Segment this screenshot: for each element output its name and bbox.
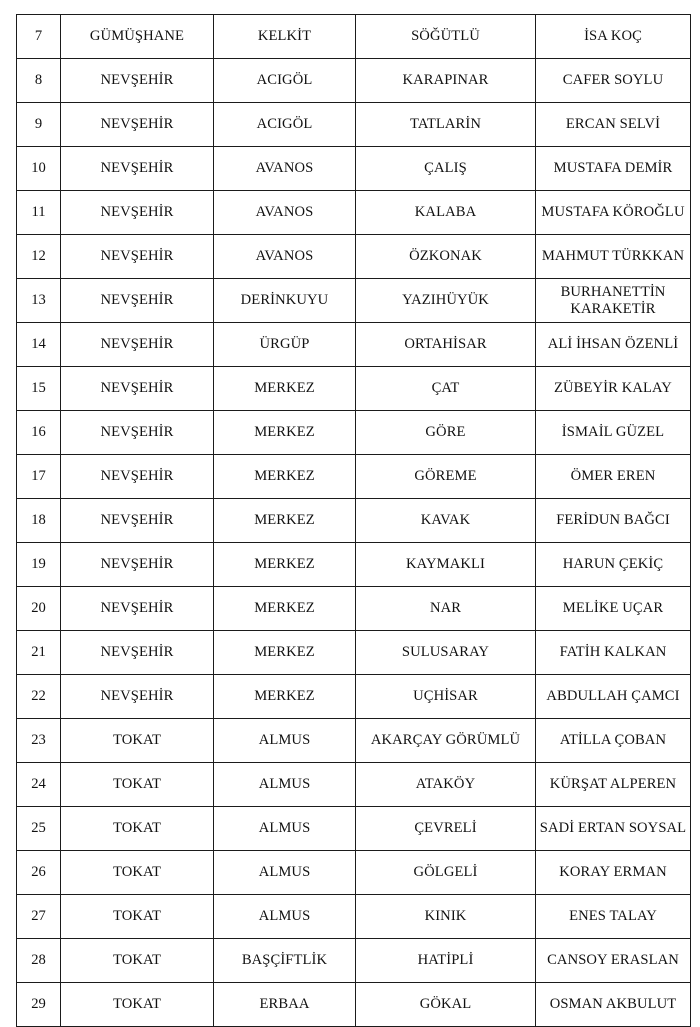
candidate-cell [536, 851, 691, 895]
row-number [17, 631, 61, 675]
table-row [17, 807, 691, 851]
district-cell [214, 939, 356, 983]
row-number-text: 27 [31, 907, 46, 924]
row-number-text: 8 [34, 71, 43, 88]
table-row [17, 851, 691, 895]
province-cell-text: NEVŞEHİR [100, 247, 174, 264]
district-cell-text: AVANOS [255, 159, 314, 176]
town-cell-text: GÖKAL [419, 995, 472, 1012]
row-number-text: 18 [31, 511, 46, 528]
candidate-cell [536, 895, 691, 939]
district-cell [214, 147, 356, 191]
table-row [17, 191, 691, 235]
province-cell-text: NEVŞEHİR [100, 423, 174, 440]
district-cell [214, 367, 356, 411]
province-cell [61, 983, 214, 1027]
province-cell-text: NEVŞEHİR [100, 555, 174, 572]
row-number [17, 763, 61, 807]
row-number [17, 455, 61, 499]
district-cell [214, 15, 356, 59]
district-cell-text: MERKEZ [254, 599, 315, 616]
district-cell-text: ALMUS [258, 775, 311, 792]
district-cell [214, 191, 356, 235]
province-cell-text: GÜMÜŞHANE [89, 27, 185, 44]
province-cell [61, 543, 214, 587]
row-number-text: 22 [31, 687, 46, 704]
table-row [17, 59, 691, 103]
district-cell-text: MERKEZ [254, 379, 315, 396]
row-number-text: 29 [31, 995, 46, 1012]
row-number-text: 23 [31, 731, 46, 748]
district-cell [214, 455, 356, 499]
province-cell [61, 103, 214, 147]
row-number-text: 11 [31, 203, 46, 220]
town-cell [356, 939, 536, 983]
town-cell [356, 895, 536, 939]
candidate-cell [536, 367, 691, 411]
row-number-text: 21 [31, 643, 46, 660]
table-row [17, 15, 691, 59]
table-row [17, 367, 691, 411]
table-row [17, 895, 691, 939]
row-number-text: 14 [31, 335, 46, 352]
district-cell-text: ACIGÖL [256, 115, 313, 132]
row-number [17, 411, 61, 455]
town-cell [356, 147, 536, 191]
district-cell-text: ERBAA [259, 995, 310, 1012]
table-row [17, 763, 691, 807]
row-number-text: 24 [31, 775, 46, 792]
town-cell-text: ÇAT [431, 379, 460, 396]
row-number-text: 17 [31, 467, 46, 484]
candidate-cell-text: ABDULLAH ÇAMCI [546, 687, 680, 704]
row-number [17, 939, 61, 983]
table-row [17, 543, 691, 587]
table-row [17, 235, 691, 279]
row-number [17, 895, 61, 939]
candidate-cell-text: ZÜBEYİR KALAY [554, 379, 672, 396]
candidate-cell [536, 103, 691, 147]
town-cell-text: YAZIHÜYÜK [402, 291, 489, 308]
town-cell-text: UÇHİSAR [413, 687, 478, 704]
province-cell-text: NEVŞEHİR [100, 159, 174, 176]
row-number [17, 279, 61, 323]
province-cell-text: TOKAT [112, 731, 162, 748]
candidate-cell-text: KÜRŞAT ALPEREN [549, 775, 677, 792]
province-cell-text: TOKAT [112, 863, 162, 880]
table-row [17, 631, 691, 675]
candidate-cell [536, 543, 691, 587]
table-row [17, 675, 691, 719]
district-cell [214, 59, 356, 103]
table-row [17, 455, 691, 499]
row-number [17, 587, 61, 631]
row-number [17, 367, 61, 411]
district-cell-text: DERİNKUYU [240, 291, 329, 308]
town-cell-text: ATAKÖY [415, 775, 476, 792]
row-number [17, 983, 61, 1027]
row-number [17, 15, 61, 59]
province-cell [61, 367, 214, 411]
candidate-cell [536, 807, 691, 851]
candidate-cell-text: FATİH KALKAN [559, 643, 667, 660]
district-cell-text: ALMUS [258, 863, 311, 880]
candidate-cell-text: ENES TALAY [569, 907, 657, 924]
town-cell [356, 411, 536, 455]
province-cell-text: NEVŞEHİR [100, 203, 174, 220]
province-cell-text: NEVŞEHİR [100, 599, 174, 616]
province-cell-text: NEVŞEHİR [100, 687, 174, 704]
province-cell-text: TOKAT [112, 819, 162, 836]
row-number [17, 675, 61, 719]
province-cell-text: NEVŞEHİR [100, 379, 174, 396]
town-cell-text: SÖĞÜTLÜ [411, 27, 480, 44]
candidate-cell-text: İSA KOÇ [584, 27, 642, 44]
town-cell [356, 983, 536, 1027]
town-cell [356, 235, 536, 279]
district-cell [214, 983, 356, 1027]
candidate-cell [536, 235, 691, 279]
town-cell [356, 851, 536, 895]
town-cell-text: GÖLGELİ [413, 863, 478, 880]
row-number-text: 10 [31, 159, 46, 176]
province-cell [61, 939, 214, 983]
candidate-cell [536, 763, 691, 807]
province-cell-text: NEVŞEHİR [100, 643, 174, 660]
candidate-cell-text: CANSOY ERASLAN [547, 951, 679, 968]
candidate-cell-text: MELİKE UÇAR [562, 599, 664, 616]
province-cell [61, 455, 214, 499]
district-cell-text: MERKEZ [254, 423, 315, 440]
town-cell-text: ÇEVRELİ [414, 819, 477, 836]
district-cell-text: BAŞÇİFTLİK [241, 951, 328, 968]
district-cell-text: KELKİT [257, 27, 312, 44]
town-cell [356, 631, 536, 675]
province-cell [61, 279, 214, 323]
candidate-cell [536, 499, 691, 543]
province-cell [61, 235, 214, 279]
province-cell [61, 763, 214, 807]
district-cell-text: ALMUS [258, 731, 311, 748]
province-cell-text: NEVŞEHİR [100, 115, 174, 132]
district-cell-text: MERKEZ [254, 467, 315, 484]
town-cell-text: KINIK [424, 907, 467, 924]
data-table [16, 14, 691, 1027]
province-cell [61, 191, 214, 235]
table-row [17, 147, 691, 191]
district-cell-text: MERKEZ [254, 687, 315, 704]
district-cell [214, 895, 356, 939]
district-cell [214, 279, 356, 323]
town-cell-text: ÇALIŞ [424, 159, 467, 176]
town-cell-text: KAVAK [420, 511, 471, 528]
district-cell [214, 763, 356, 807]
province-cell [61, 323, 214, 367]
province-cell [61, 631, 214, 675]
province-cell-text: NEVŞEHİR [100, 71, 174, 88]
town-cell [356, 543, 536, 587]
candidate-cell [536, 191, 691, 235]
candidate-cell-text: KORAY ERMAN [559, 863, 667, 880]
candidate-cell [536, 939, 691, 983]
town-cell-text: ÖZKONAK [409, 247, 482, 264]
town-cell [356, 719, 536, 763]
town-cell-text: KARAPINAR [402, 71, 489, 88]
candidate-cell-text: FERİDUN BAĞCI [556, 511, 670, 528]
candidate-cell-text: ALİ İHSAN ÖZENLİ [547, 335, 679, 352]
table-row [17, 983, 691, 1027]
table-row [17, 323, 691, 367]
town-cell [356, 675, 536, 719]
province-cell-text: NEVŞEHİR [100, 511, 174, 528]
district-cell [214, 719, 356, 763]
candidate-cell-text: MUSTAFA DEMİR [553, 159, 673, 176]
district-cell [214, 807, 356, 851]
town-cell [356, 323, 536, 367]
province-cell [61, 587, 214, 631]
district-cell-text: MERKEZ [254, 555, 315, 572]
candidate-cell [536, 15, 691, 59]
candidate-cell-text: HARUN ÇEKİÇ [562, 555, 664, 572]
candidate-cell-text: CAFER SOYLU [562, 71, 664, 88]
town-cell [356, 279, 536, 323]
row-number-text: 25 [31, 819, 46, 836]
province-cell [61, 719, 214, 763]
candidate-cell-text: SADİ ERTAN SOYSAL [539, 819, 687, 836]
row-number-text: 26 [31, 863, 46, 880]
town-cell [356, 103, 536, 147]
row-number-text: 15 [31, 379, 46, 396]
row-number [17, 807, 61, 851]
candidate-cell-text: ATİLLA ÇOBAN [559, 731, 667, 748]
district-cell-text: MERKEZ [254, 511, 315, 528]
district-cell-text: ALMUS [258, 819, 311, 836]
row-number [17, 59, 61, 103]
row-number-text: 7 [34, 27, 43, 44]
table-row [17, 499, 691, 543]
candidate-cell-text: BURHANETTİN KARAKETİR [560, 284, 666, 317]
town-cell-text: KAYMAKLI [406, 555, 485, 572]
row-number [17, 235, 61, 279]
candidate-cell-text: OSMAN AKBULUT [549, 995, 677, 1012]
province-cell-text: TOKAT [112, 907, 162, 924]
candidate-cell [536, 279, 691, 323]
town-cell [356, 191, 536, 235]
candidate-cell-text: MUSTAFA KÖROĞLU [541, 203, 685, 220]
district-cell-text: ALMUS [258, 907, 311, 924]
town-cell [356, 807, 536, 851]
district-cell-text: ACIGÖL [256, 71, 313, 88]
candidate-cell [536, 323, 691, 367]
town-cell-text: ORTAHİSAR [404, 335, 487, 352]
row-number [17, 499, 61, 543]
town-cell-text: GÖREME [414, 467, 477, 484]
table-row [17, 103, 691, 147]
town-cell [356, 587, 536, 631]
row-number [17, 323, 61, 367]
candidate-cell-text: İSMAİL GÜZEL [561, 423, 665, 440]
row-number [17, 543, 61, 587]
province-cell-text: TOKAT [112, 951, 162, 968]
district-cell-text: AVANOS [255, 247, 314, 264]
candidate-cell-text: MAHMUT TÜRKKAN [541, 247, 685, 264]
row-number [17, 851, 61, 895]
candidate-cell-text: ERCAN SELVİ [565, 115, 661, 132]
town-cell-text: GÖRE [425, 423, 466, 440]
table-row [17, 279, 691, 323]
province-cell [61, 895, 214, 939]
district-cell-text: ÜRGÜP [259, 335, 310, 352]
town-cell-text: HATİPLİ [417, 951, 474, 968]
candidate-cell [536, 59, 691, 103]
candidate-cell [536, 719, 691, 763]
district-cell-text: MERKEZ [254, 643, 315, 660]
district-cell [214, 103, 356, 147]
candidate-cell [536, 983, 691, 1027]
table-row [17, 719, 691, 763]
row-number-text: 9 [34, 115, 43, 132]
province-cell-text: NEVŞEHİR [100, 467, 174, 484]
province-cell-text: TOKAT [112, 775, 162, 792]
row-number-text: 20 [31, 599, 46, 616]
district-cell [214, 235, 356, 279]
table-row [17, 939, 691, 983]
province-cell [61, 59, 214, 103]
row-number-text: 19 [31, 555, 46, 572]
province-cell [61, 675, 214, 719]
province-cell-text: NEVŞEHİR [100, 335, 174, 352]
province-cell [61, 411, 214, 455]
province-cell [61, 807, 214, 851]
district-cell [214, 543, 356, 587]
town-cell [356, 763, 536, 807]
town-cell-text: KALABA [414, 203, 477, 220]
row-number [17, 719, 61, 763]
district-cell [214, 675, 356, 719]
district-cell [214, 499, 356, 543]
candidate-cell-text: ÖMER EREN [570, 467, 656, 484]
town-cell [356, 15, 536, 59]
row-number-text: 13 [31, 291, 46, 308]
row-number-text: 12 [31, 247, 46, 264]
row-number [17, 191, 61, 235]
row-number-text: 16 [31, 423, 46, 440]
district-cell [214, 323, 356, 367]
province-cell [61, 15, 214, 59]
town-cell-text: AKARÇAY GÖRÜMLÜ [370, 731, 521, 748]
town-cell-text: TATLARİN [410, 115, 481, 132]
town-cell-text: NAR [429, 599, 462, 616]
row-number [17, 147, 61, 191]
row-number [17, 103, 61, 147]
candidate-cell [536, 411, 691, 455]
town-cell-text: SULUSARAY [401, 643, 490, 660]
candidate-cell [536, 455, 691, 499]
table-row [17, 587, 691, 631]
district-cell [214, 631, 356, 675]
candidate-cell [536, 675, 691, 719]
town-cell [356, 59, 536, 103]
town-cell [356, 367, 536, 411]
row-number-text: 28 [31, 951, 46, 968]
district-cell-text: AVANOS [255, 203, 314, 220]
candidate-cell [536, 587, 691, 631]
province-cell-text: NEVŞEHİR [100, 291, 174, 308]
district-cell [214, 587, 356, 631]
candidate-cell [536, 147, 691, 191]
district-cell [214, 411, 356, 455]
table-row [17, 411, 691, 455]
table-body [17, 15, 691, 1027]
candidate-cell [536, 631, 691, 675]
town-cell [356, 499, 536, 543]
district-cell [214, 851, 356, 895]
province-cell [61, 851, 214, 895]
province-cell-text: TOKAT [112, 995, 162, 1012]
province-cell [61, 499, 214, 543]
province-cell [61, 147, 214, 191]
town-cell [356, 455, 536, 499]
